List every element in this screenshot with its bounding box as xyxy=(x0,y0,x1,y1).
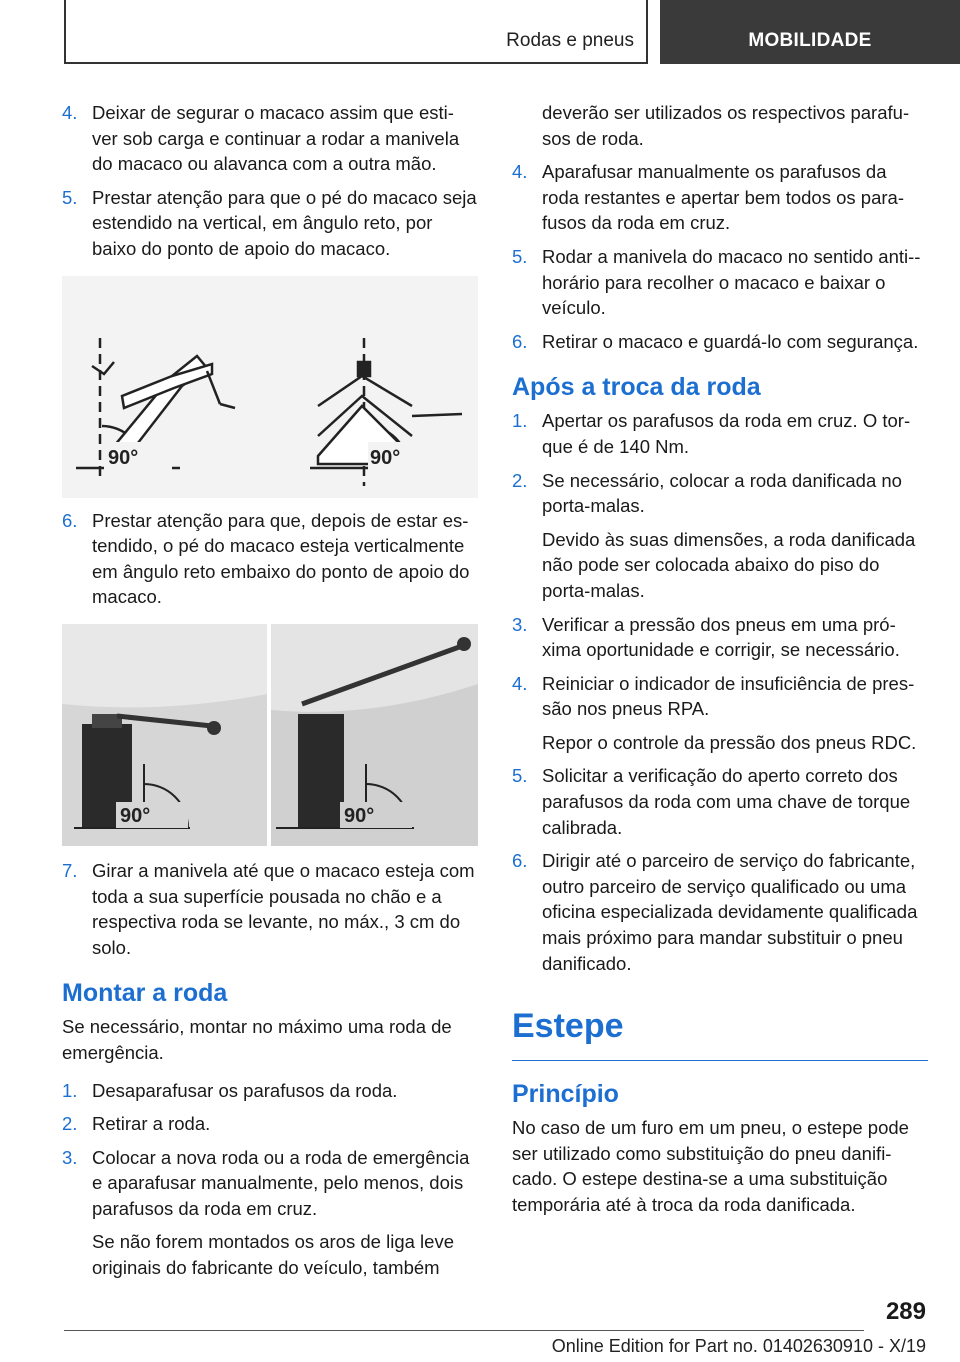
step-text: Deixar de segurar o macaco assim que esti-ver sob carga e continuar a rodar a manivela do macaco ou alavanca com a outra mão. xyxy=(92,102,460,175)
step-text: Desaparafusar os parafusos da roda. xyxy=(92,1079,398,1101)
header-section-title: Rodas e pneus xyxy=(506,30,634,51)
step-text: Girar a manivela até que o macaco esteja com toda a sua superfície pousada no chão e a respectiva roda se levante, no máx., 3 cm do solo. xyxy=(92,859,475,958)
step-number: 1. xyxy=(62,1079,78,1101)
jack-diagram-figure xyxy=(62,276,478,498)
list-item xyxy=(512,763,928,840)
jack-photo-svg xyxy=(62,624,478,846)
page-number: 289 xyxy=(885,1298,926,1325)
step-text: Prestar atenção para que, depois de estar es-tendido, o pé do macaco esteja verticalmente em ângulo reto embaixo do ponto de apoio do macaco. xyxy=(92,509,470,608)
list-item xyxy=(512,468,928,519)
step-note: Devido às suas dimensões, a roda danificada não pode ser colocada abaixo do piso do porta-malas. xyxy=(542,528,916,601)
list-item xyxy=(62,1078,478,1104)
list-item xyxy=(512,848,928,976)
step-text: Aparafusar manualmente os parafusos da roda restantes e apertar bem todos os para-fusos da roda em cruz. xyxy=(542,161,904,234)
step-number: 2. xyxy=(512,469,528,491)
step-text: Prestar atenção para que o pé do macaco seja estendido na vertical, em ângulo reto, por baixo do ponto de apoio do macaco. xyxy=(92,186,477,259)
list-item xyxy=(512,671,928,722)
angle-label: 90° xyxy=(344,804,375,827)
list-item xyxy=(512,159,928,236)
header-section-box xyxy=(64,0,648,64)
step-number: 4. xyxy=(512,672,528,694)
section-heading-apos: Após a troca da roda xyxy=(512,373,761,402)
step-text: Rodar a manivela do macaco no sentido anti--horário para recolher o macaco e baixar o veículo. xyxy=(542,245,921,319)
angle-label: 90° xyxy=(108,446,139,469)
step-number: 5. xyxy=(512,765,528,787)
list-item xyxy=(512,244,928,321)
chapter-heading-estepe: Estepe xyxy=(512,1006,928,1061)
step-number: 1. xyxy=(512,410,528,432)
header-chapter-title: MOBILIDADE xyxy=(748,30,872,51)
step-text: Solicitar a verificação do aperto correto dos parafusos da roda com uma chave de torque calibrada. xyxy=(542,765,911,838)
list-item xyxy=(62,1145,478,1222)
step-number: 5. xyxy=(62,186,78,208)
step-number: 6. xyxy=(512,330,528,352)
step-number: 2. xyxy=(62,1113,78,1135)
montar-note: Se não forem montados os aros de liga leve originais do fabricante do veículo, também xyxy=(92,1231,454,1279)
list-item xyxy=(62,858,478,960)
list-item xyxy=(512,329,928,355)
step-number: 5. xyxy=(512,245,528,267)
principio-text: No caso de um furo em um pneu, o estepe pode ser utilizado como substituição do pneu danifi-cado. O estepe destina-se a uma substituição temporária até à troca da roda danificada. xyxy=(512,1117,909,1215)
step-text: Verificar a pressão dos pneus em uma pró-xima oportunidade e corrigir, se necessário. xyxy=(542,613,900,661)
step-number: 4. xyxy=(62,102,78,123)
step-note: Repor o controle da pressão dos pneus RDC. xyxy=(542,731,917,753)
list-item xyxy=(62,185,478,262)
step-text: Retirar o macaco e guardá-lo com segurança. xyxy=(542,330,919,352)
list-item xyxy=(512,408,928,459)
jack-photo-figure xyxy=(62,624,478,846)
montar-intro: Se necessário, montar no máximo uma roda de emergência. xyxy=(62,1016,452,1063)
step-text: Apertar os parafusos da roda em cruz. O tor-que é de 140 Nm. xyxy=(542,410,911,457)
right-column xyxy=(512,100,928,1230)
section-heading-montar: Montar a roda xyxy=(62,979,228,1008)
step-number: 6. xyxy=(62,509,78,531)
angle-label: 90° xyxy=(120,804,151,827)
section-heading-principio: Princípio xyxy=(512,1080,619,1109)
list-item xyxy=(512,612,928,663)
footer-divider xyxy=(64,1330,864,1331)
continuation-text: deverão ser utilizados os respectivos parafu-sos de roda. xyxy=(542,102,910,149)
header-chapter-tab xyxy=(660,0,960,64)
step-number: 6. xyxy=(512,850,528,872)
step-number: 7. xyxy=(62,859,78,881)
step-text: Colocar a nova roda ou a roda de emergência e aparafusar manualmente, pelo menos, dois parafusos da roda em cruz. xyxy=(92,1146,470,1219)
list-item xyxy=(62,100,478,177)
angle-label: 90° xyxy=(370,446,401,469)
step-number: 3. xyxy=(512,613,528,635)
step-text: Dirigir até o parceiro de serviço do fabricante, outro parceiro de serviço qualificado ou uma oficina especializada devidamente qualificada mais próximo para mandar substituir o pneu danificado. xyxy=(542,850,918,974)
footer-edition: Online Edition for Part no. 01402630910 - X/19 xyxy=(551,1336,926,1356)
left-column xyxy=(62,100,478,1289)
step-number: 4. xyxy=(512,161,528,183)
step-text: Reiniciar o indicador de insuficiência de pres-são nos pneus RPA. xyxy=(542,672,915,720)
step-text: Se necessário, colocar a roda danificada no porta-malas. xyxy=(542,469,902,517)
step-number: 3. xyxy=(62,1146,78,1168)
jack-diagram-svg xyxy=(62,276,478,498)
list-item xyxy=(62,508,478,610)
step-text: Retirar a roda. xyxy=(92,1113,211,1135)
list-item xyxy=(62,1111,478,1137)
